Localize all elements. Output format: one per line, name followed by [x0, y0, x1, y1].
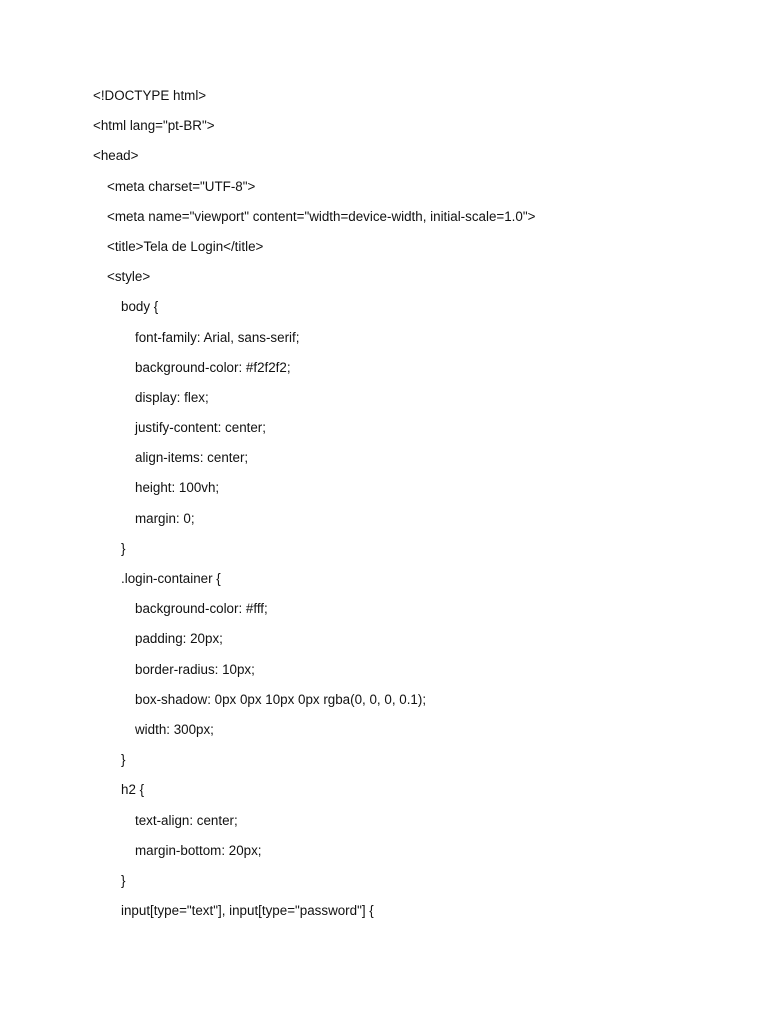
code-line: font-family: Arial, sans-serif;: [135, 329, 300, 345]
code-line: <head>: [93, 148, 139, 164]
code-line: align-items: center;: [135, 450, 249, 466]
code-line: justify-content: center;: [135, 420, 266, 436]
code-line: height: 100vh;: [135, 480, 220, 496]
code-line: background-color: #f2f2f2;: [135, 359, 291, 375]
code-line: }: [121, 540, 126, 556]
code-line: }: [121, 872, 126, 888]
code-line: h2 {: [121, 782, 145, 798]
code-line: margin: 0;: [135, 510, 195, 526]
code-line: <meta name="viewport" content="width=device-width, initial-scale=1.0">: [107, 208, 536, 224]
code-line: body {: [121, 299, 159, 315]
code-line: <meta charset="UTF-8">: [107, 178, 256, 194]
code-line: margin-bottom: 20px;: [135, 842, 262, 858]
code-line: }: [121, 752, 126, 768]
code-line: <title>Tela de Login</title>: [107, 238, 264, 254]
code-line: padding: 20px;: [135, 631, 223, 647]
code-line: input[type="text"], input[type="password"] {: [121, 903, 374, 919]
code-line: display: flex;: [135, 389, 209, 405]
code-line: border-radius: 10px;: [135, 661, 255, 677]
code-line: box-shadow: 0px 0px 10px 0px rgba(0, 0, 0, 0.1);: [135, 691, 427, 707]
code-line: text-align: center;: [135, 812, 238, 828]
code-line: <html lang="pt-BR">: [93, 118, 215, 134]
code-line: <style>: [107, 269, 151, 285]
code-line: width: 300px;: [135, 721, 214, 737]
code-line: background-color: #fff;: [135, 601, 268, 617]
code-line: <!DOCTYPE html>: [93, 88, 207, 103]
code-listing: [93, 86, 535, 931]
code-line: .login-container {: [121, 571, 221, 586]
